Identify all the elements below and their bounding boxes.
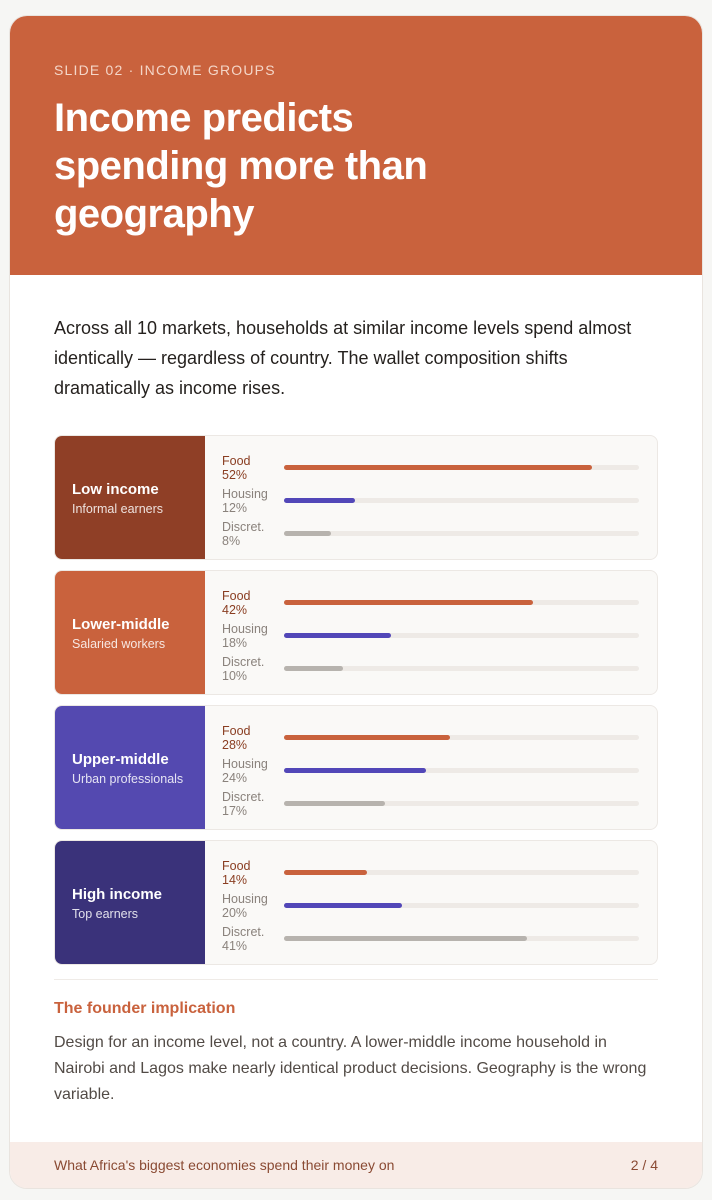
bar-track bbox=[284, 870, 639, 875]
bar-category-label: Food bbox=[222, 453, 251, 468]
spending-bars bbox=[205, 841, 657, 964]
bar-track bbox=[284, 735, 639, 740]
income-group-subtitle: Top earners bbox=[72, 906, 139, 921]
bar-label bbox=[222, 622, 284, 650]
spending-bar-row bbox=[222, 652, 639, 685]
income-group-label bbox=[55, 436, 205, 559]
bar-track bbox=[284, 498, 639, 503]
section-divider bbox=[54, 979, 658, 980]
bar-track bbox=[284, 801, 639, 806]
bar-category-label: Housing bbox=[222, 621, 268, 636]
income-group-name: High income bbox=[72, 885, 163, 903]
spending-bar-row bbox=[222, 721, 639, 754]
bar-track bbox=[284, 531, 639, 536]
spending-bars bbox=[205, 436, 657, 559]
page-indicator: 2 / 4 bbox=[630, 1157, 658, 1173]
bar-label bbox=[222, 892, 284, 920]
income-group-chart bbox=[54, 435, 658, 965]
spending-bar-row bbox=[222, 922, 639, 955]
bar-category-label: Food bbox=[222, 588, 251, 603]
intro-paragraph: Across all 10 markets, households at similar income levels spend almost identically — regardless of country. The wallet composition shifts dramatically as income rises. bbox=[54, 318, 632, 398]
bar-track bbox=[284, 768, 639, 773]
income-group-name: Lower-middle bbox=[72, 615, 170, 633]
bar-track bbox=[284, 465, 639, 470]
bar-category-label: Discret. bbox=[222, 519, 265, 534]
bar-label bbox=[222, 859, 284, 887]
bar-fill bbox=[284, 903, 402, 908]
spending-bar-row bbox=[222, 517, 639, 550]
bar-label bbox=[222, 454, 284, 482]
bar-fill bbox=[284, 465, 592, 470]
implication-body: Design for an income level, not a country. A lower-middle income household in Nairobi and Lagos make nearly identical product decisions. Geography is the wrong variable. bbox=[54, 1034, 647, 1103]
bar-value-label: 17% bbox=[222, 803, 248, 818]
footer-caption: What Africa's biggest economies spend their money on bbox=[54, 1157, 395, 1173]
implication-section bbox=[54, 1000, 658, 1108]
bar-label bbox=[222, 487, 284, 515]
bar-fill bbox=[284, 498, 355, 503]
bar-track bbox=[284, 666, 639, 671]
slide-header bbox=[10, 16, 702, 275]
bar-label bbox=[222, 520, 284, 548]
bar-fill bbox=[284, 768, 426, 773]
bar-fill bbox=[284, 870, 367, 875]
bar-track bbox=[284, 903, 639, 908]
bar-track bbox=[284, 936, 639, 941]
bar-label bbox=[222, 589, 284, 617]
bar-track bbox=[284, 600, 639, 605]
bar-category-label: Housing bbox=[222, 486, 268, 501]
income-group-row bbox=[54, 435, 658, 560]
income-group-label bbox=[55, 841, 205, 964]
bar-fill bbox=[284, 936, 527, 941]
income-group-name: Upper-middle bbox=[72, 750, 169, 768]
spending-bar-row bbox=[222, 754, 639, 787]
bar-value-label: 42% bbox=[222, 602, 248, 617]
bar-value-label: 28% bbox=[222, 737, 248, 752]
slide-card bbox=[9, 15, 703, 1189]
bar-fill bbox=[284, 633, 391, 638]
bar-category-label: Discret. bbox=[222, 924, 265, 939]
income-group-row bbox=[54, 705, 658, 830]
income-group-row bbox=[54, 570, 658, 695]
bar-value-label: 12% bbox=[222, 500, 248, 515]
bar-value-label: 8% bbox=[222, 533, 241, 548]
income-group-label bbox=[55, 706, 205, 829]
spending-bars bbox=[205, 706, 657, 829]
implication-title: The founder implication bbox=[54, 1000, 236, 1017]
slide-headline: Income predicts spending more than geography bbox=[54, 96, 428, 236]
spending-bar-row bbox=[222, 889, 639, 922]
income-group-name: Low income bbox=[72, 480, 159, 498]
bar-value-label: 18% bbox=[222, 635, 248, 650]
bar-value-label: 41% bbox=[222, 938, 248, 953]
spending-bar-row bbox=[222, 451, 639, 484]
slide-eyebrow: SLIDE 02 · INCOME GROUPS bbox=[54, 62, 276, 78]
income-group-label bbox=[55, 571, 205, 694]
spending-bar-row bbox=[222, 619, 639, 652]
bar-value-label: 14% bbox=[222, 872, 248, 887]
income-group-row bbox=[54, 840, 658, 965]
bar-fill bbox=[284, 531, 331, 536]
bar-value-label: 10% bbox=[222, 668, 248, 683]
bar-label bbox=[222, 757, 284, 785]
bar-value-label: 24% bbox=[222, 770, 248, 785]
income-group-subtitle: Urban professionals bbox=[72, 771, 184, 786]
bar-label bbox=[222, 790, 284, 818]
bar-category-label: Housing bbox=[222, 756, 268, 771]
bar-category-label: Food bbox=[222, 723, 251, 738]
bar-fill bbox=[284, 666, 343, 671]
spending-bar-row bbox=[222, 787, 639, 820]
bar-category-label: Discret. bbox=[222, 654, 265, 669]
bar-value-label: 20% bbox=[222, 905, 248, 920]
bar-category-label: Discret. bbox=[222, 789, 265, 804]
bar-label bbox=[222, 925, 284, 953]
spending-bar-row bbox=[222, 484, 639, 517]
spending-bars bbox=[205, 571, 657, 694]
spending-bar-row bbox=[222, 586, 639, 619]
bar-track bbox=[284, 633, 639, 638]
bar-label bbox=[222, 724, 284, 752]
bar-fill bbox=[284, 600, 533, 605]
slide-footer bbox=[10, 1142, 702, 1188]
income-group-subtitle: Informal earners bbox=[72, 501, 164, 516]
bar-fill bbox=[284, 801, 385, 806]
bar-category-label: Food bbox=[222, 858, 251, 873]
bar-label bbox=[222, 655, 284, 683]
bar-fill bbox=[284, 735, 450, 740]
bar-category-label: Housing bbox=[222, 891, 268, 906]
spending-bar-row bbox=[222, 856, 639, 889]
income-group-subtitle: Salaried workers bbox=[72, 636, 166, 651]
bar-value-label: 52% bbox=[222, 467, 248, 482]
